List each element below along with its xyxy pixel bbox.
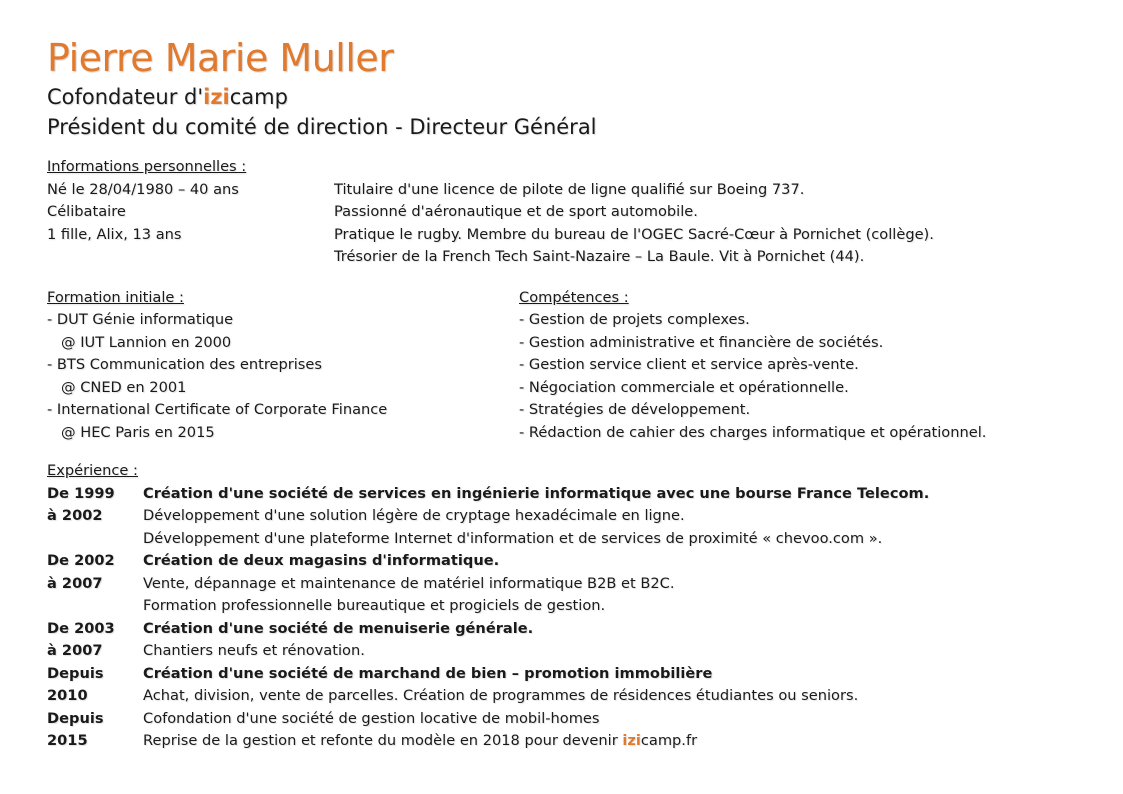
formation-location: @ HEC Paris en 2015: [61, 423, 215, 441]
experience-section: [47, 460, 1107, 753]
formation-item: - DUT Génie informatique: [47, 311, 234, 328]
title-line-1: Cofondateur d'izicamp: [47, 85, 288, 109]
competence-item: - Stratégies de développement.: [519, 401, 751, 418]
formation-column: [47, 287, 519, 445]
experience-row: 2015 Reprise de la gestion et refonte du modèle en 2018 pour devenir izicamp.fr: [47, 732, 698, 749]
brand-accent: izi: [622, 732, 641, 749]
experience-row: Développement d'une plateforme Internet d'information et de services de proximité « chevoo.com ».: [143, 529, 883, 547]
personal-row: Célibataire Passionné d'aéronautique et de sport automobile.: [47, 203, 698, 220]
formation-item: - International Certificate of Corporate Finance: [47, 401, 388, 418]
formation-heading: Formation initiale :: [47, 288, 184, 306]
competences-heading: Compétences :: [519, 288, 629, 306]
cv-page: [47, 34, 1107, 753]
experience-row: Depuis Cofondation d'une société de gestion locative de mobil-homes: [47, 709, 600, 727]
personal-section: [47, 156, 1107, 269]
experience-row: De 2003 Création d'une société de menuiserie générale.: [47, 619, 534, 637]
brand-accent: izi: [203, 85, 230, 109]
competence-item: - Rédaction de cahier des charges informatique et opérationnel.: [519, 423, 987, 441]
competence-item: - Négociation commerciale et opérationnelle.: [519, 378, 849, 396]
personal-row: 1 fille, Alix, 13 ans Pratique le rugby. Membre du bureau de l'OGEC Sacré-Cœur à Pornichet (collège).: [47, 225, 934, 243]
experience-row: Depuis Création d'une société de marchand de bien – promotion immobilière: [47, 664, 713, 682]
competence-item: - Gestion administrative et financière de sociétés.: [519, 333, 884, 351]
competence-item: - Gestion de projets complexes.: [519, 311, 750, 328]
experience-row: à 2007 Chantiers neufs et rénovation.: [47, 642, 365, 659]
experience-heading: Expérience :: [47, 462, 138, 479]
formation-competences-section: [47, 287, 1107, 445]
experience-row: à 2002 Développement d'une solution légère de cryptage hexadécimale en ligne.: [47, 507, 685, 524]
experience-row: De 1999 Création d'une société de services en ingénierie informatique avec une bourse France Telecom.: [47, 484, 930, 502]
title-line-2: Président du comité de direction - Directeur Général: [47, 115, 597, 139]
competence-item: - Gestion service client et service après-vente.: [519, 356, 859, 373]
personal-row: Né le 28/04/1980 – 40 ans Titulaire d'une licence de pilote de ligne qualifié sur Boeing 737.: [47, 180, 805, 198]
experience-row: 2010 Achat, division, vente de parcelles. Création de programmes de résidences étudiantes ou seniors.: [47, 687, 859, 704]
formation-location: @ CNED en 2001: [61, 378, 187, 396]
experience-row: Formation professionnelle bureautique et progiciels de gestion.: [143, 597, 606, 614]
formation-location: @ IUT Lannion en 2000: [61, 333, 232, 351]
personal-heading: Informations personnelles :: [47, 158, 247, 175]
competences-column: [519, 287, 1107, 445]
person-name: Pierre Marie Muller: [47, 36, 394, 80]
experience-row: à 2007 Vente, dépannage et maintenance de matériel informatique B2B et B2C.: [47, 574, 675, 592]
formation-item: - BTS Communication des entreprises: [47, 356, 322, 373]
personal-row: Trésorier de la French Tech Saint-Nazaire – La Baule. Vit à Pornichet (44).: [334, 248, 865, 265]
experience-row: De 2002 Création de deux magasins d'informatique.: [47, 552, 500, 569]
